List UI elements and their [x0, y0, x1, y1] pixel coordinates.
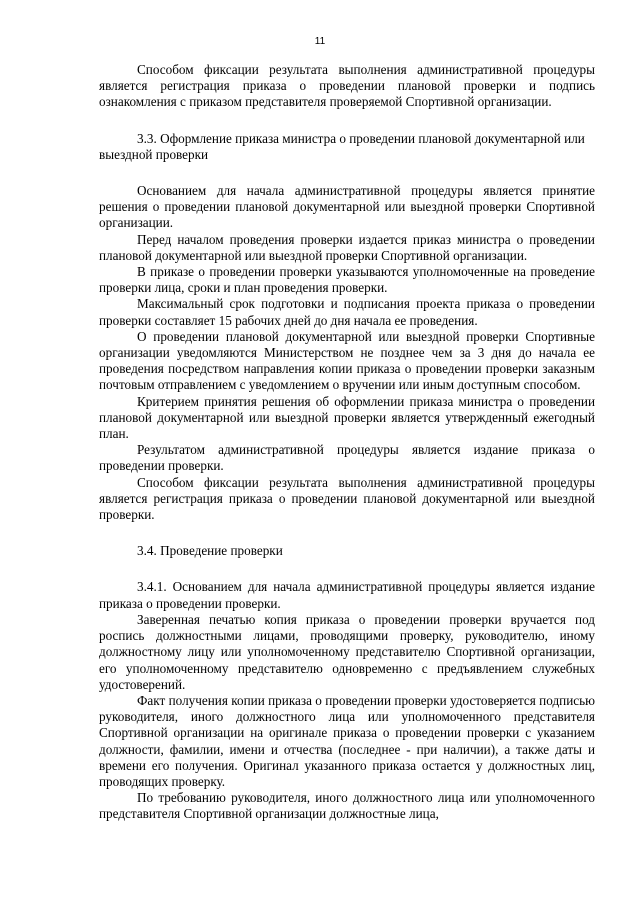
section-heading-3-3: 3.3. Оформление приказа министра о проведении плановой документарной или выездной проверки: [99, 130, 585, 162]
paragraph: Факт получения копии приказа о проведении проверки удостоверяется подписью руководителя, иного должностного лица или уполномоченного представителя Спортивной организации на оригинале приказа о проведении проверки с указанием должности, фамилии, имени и отчества (последнее - при наличии), а также даты и времени его получения. Оригинал указанного приказа остается у должностных лиц, проводящих проверку.: [99, 692, 595, 789]
page-number: 11: [314, 36, 326, 47]
paragraph: По требованию руководителя, иного должностного лица или уполномоченного представителя Спортивной организации должностные лица,: [99, 790, 595, 822]
document-body: [99, 62, 595, 823]
paragraph: Заверенная печатью копия приказа о проведении проверки вручается под роспись должностными лицами, проводящими проверку, руководителю, иному должностному лицу или уполномоченному представителю Спортивной организации, его уполномоченному представителю одновременно с предъявлением служебных удостоверений.: [99, 611, 595, 692]
paragraph: Перед началом проведения проверки издается приказ министра о проведении плановой документарной или выездной проверки Спортивной организации.: [99, 231, 595, 263]
paragraph: Основанием для начала административной процедуры является принятие решения о проведении плановой документарной или выездной проверки Спортивной организации.: [99, 183, 595, 231]
paragraph: Результатом административной процедуры является издание приказа о проведении проверки.: [99, 442, 595, 474]
paragraph: Способом фиксации результата выполнения административной процедуры является регистрация приказа о проведении плановой проверки и подпись ознакомления с приказом представителя проверяемой Спортивной организации.: [99, 62, 595, 110]
paragraph: О проведении плановой документарной или выездной проверки Спортивные организации уведомляются Министерством не позднее чем за 3 дня до начала ее проведения посредством направления копии приказа о проведении проверки заказным почтовым отправлением с уведомлением о вручении или иным доступным способом.: [99, 328, 595, 393]
paragraph: Критерием принятия решения об оформлении приказа министра о проведении плановой документарной или выездной проверки является утвержденный ежегодный план.: [99, 393, 595, 442]
paragraph: Способом фиксации результата выполнения административной процедуры является регистрация приказа о проведении плановой документарной или выездной проверки.: [99, 474, 595, 523]
paragraph: 3.4.1. Основанием для начала административной процедуры является издание приказа о проведении проверки.: [99, 579, 595, 611]
paragraph: В приказе о проведении проверки указываются уполномоченные на проведение проверки лица, сроки и план проведения проверки.: [99, 264, 595, 296]
section-heading-3-4: 3.4. Проведение проверки: [137, 543, 283, 559]
paragraph: Максимальный срок подготовки и подписания проекта приказа о проведении проверки составляет 15 рабочих дней до дня начала ее проведения.: [99, 296, 595, 328]
